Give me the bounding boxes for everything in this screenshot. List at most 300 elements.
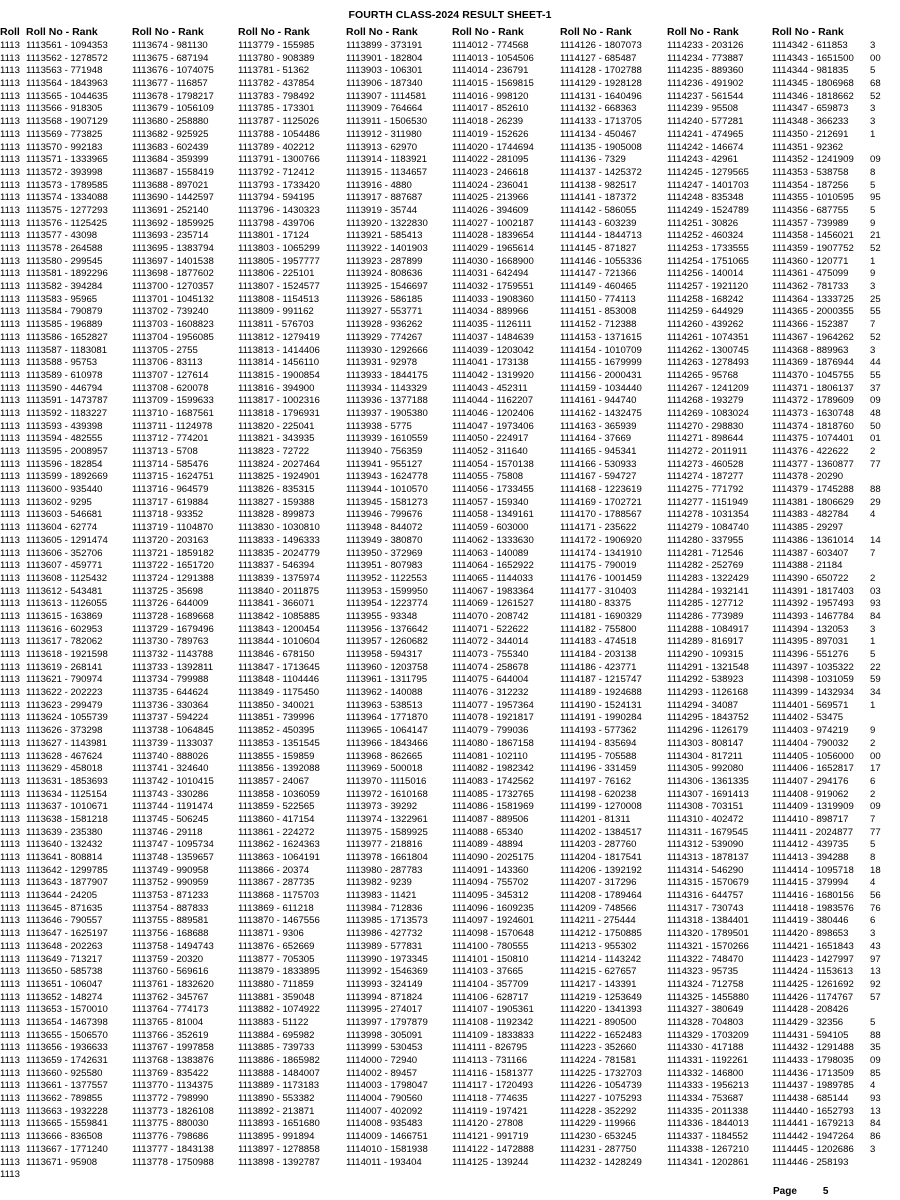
table-cell: 3 [870, 344, 876, 356]
table-cell: 4 [870, 509, 876, 521]
table-cell: 1114026 - 394609 [452, 204, 529, 216]
table-cell: 1114155 - 1679999 [560, 357, 642, 369]
table-cell: 1114016 - 998120 [452, 90, 529, 102]
table-cell: 1114330 - 417188 [667, 1042, 744, 1054]
table-cell: 17 [870, 763, 881, 775]
table-cell: 1113869 - 611218 [238, 902, 314, 914]
table-cell: 9 [870, 217, 876, 229]
table-cell: 1113573 - 1789585 [26, 179, 108, 191]
table-cell: 1113741 - 324640 [132, 763, 209, 775]
table-cell: 1113588 - 95753 [26, 357, 98, 369]
table-cell: 1114136 - 7329 [560, 154, 626, 166]
table-cell: 1113978 - 1661804 [346, 852, 428, 863]
table-cell: 1114131 - 1640496 [560, 90, 642, 102]
table-cell: 1114280 - 337955 [667, 534, 744, 546]
table-cell: 1114402 - 53475 [772, 712, 844, 724]
table-cell: 1114121 - 991719 [452, 1131, 529, 1143]
table-cell: 1113 [0, 534, 20, 546]
table-cell: 1114163 - 365939 [560, 420, 637, 432]
table-cell: 1113960 - 1203758 [346, 661, 428, 673]
table-cell: 1114343 - 1651500 [772, 52, 854, 64]
table-cell: 1113922 - 1401903 [346, 243, 428, 254]
table-cell: 1113736 - 330364 [132, 699, 209, 711]
table-cell: 1114207 - 317296 [560, 877, 637, 889]
table-cell: 1113602 - 9295 [26, 496, 92, 508]
column-header: Roll No - Rank [132, 26, 204, 38]
table-cell: 1113646 - 790557 [26, 915, 103, 927]
table-cell: 1113738 - 1064845 [132, 725, 214, 737]
table-cell: 1113 [0, 255, 20, 267]
table-cell: 1114348 - 366233 [772, 116, 849, 128]
table-cell: 21 [870, 230, 881, 242]
table-cell: 1114436 - 1713509 [772, 1067, 854, 1079]
table-cell: 1113931 - 92978 [346, 357, 418, 369]
table-cell: 1113 [0, 192, 20, 204]
table-cell: 7 [870, 547, 876, 559]
table-cell: 1113980 - 287783 [346, 864, 423, 876]
table-cell: 3 [870, 1143, 876, 1155]
table-cell: 1114292 - 538923 [667, 674, 744, 686]
table-cell: 1114071 - 522622 [452, 623, 529, 635]
table-cell: 1113791 - 1300766 [238, 154, 320, 166]
table-cell: 1113 [0, 344, 20, 356]
table-cell: 4 [870, 1080, 876, 1092]
table-cell: 1113749 - 990958 [132, 864, 209, 876]
table-cell: 1114063 - 140089 [452, 547, 529, 559]
table-cell: 1114404 - 790032 [772, 737, 849, 749]
table-cell: 1114223 - 352660 [560, 1042, 637, 1054]
table-cell: 1114408 - 919062 [772, 788, 849, 800]
table-cell: 1113794 - 594195 [238, 192, 315, 204]
table-cell: 1113 [0, 1143, 20, 1155]
table-cell: 1113 [0, 509, 20, 521]
table-cell: 1113 [0, 395, 20, 407]
table-cell: 1113 [0, 471, 20, 483]
table-cell: 1114118 - 774635 [452, 1093, 528, 1105]
table-cell: 1114225 - 1732703 [560, 1067, 642, 1079]
table-cell: 1113708 - 620078 [132, 382, 209, 394]
table-cell: 1113777 - 1843138 [132, 1143, 214, 1155]
table-cell: 1113881 - 359048 [238, 991, 315, 1003]
table-cell: 1113840 - 2011875 [238, 585, 320, 597]
table-cell: 1114089 - 48894 [452, 839, 524, 851]
table-cell: 1113637 - 1010671 [26, 801, 108, 813]
table-cell: 1114116 - 1581377 [452, 1067, 534, 1079]
table-cell: 1114345 - 1806968 [772, 78, 854, 90]
table-cell: 1114220 - 1341393 [560, 1004, 642, 1016]
table-cell: 1113766 - 352619 [132, 1029, 209, 1041]
table-cell: 1113718 - 93352 [132, 509, 204, 521]
table-cell: 1113 [0, 953, 20, 965]
table-cell: 1113709 - 1599633 [132, 395, 214, 407]
table-cell: 1114156 - 2000431 [560, 369, 642, 381]
table-cell: 1114312 - 539090 [667, 839, 744, 851]
table-cell: 1114308 - 703151 [667, 801, 744, 813]
table-cell: 1113776 - 798686 [132, 1131, 209, 1143]
table-cell: 1113716 - 964579 [132, 484, 209, 496]
table-cell: 1113968 - 862665 [346, 750, 423, 762]
table-cell: 1113 [0, 154, 20, 166]
table-cell: 1114101 - 150810 [452, 953, 529, 965]
table-cell: 1113 [0, 839, 20, 851]
table-cell: 2 [870, 572, 876, 584]
table-cell: 1114320 - 1789501 [667, 928, 749, 940]
table-cell: 1114410 - 898717 [772, 813, 849, 825]
page-footer [773, 1186, 854, 1197]
table-cell: 1114310 - 402472 [667, 813, 744, 825]
table-cell: 1114186 - 423771 [560, 661, 637, 673]
table-cell: 1114305 - 992080 [667, 763, 744, 775]
table-cell: 1114127 - 685487 [560, 52, 637, 64]
result-column-7 [667, 25, 749, 1169]
table-cell: 1113950 - 372969 [346, 547, 423, 559]
table-cell: 2 [870, 788, 876, 800]
table-cell: 1113781 - 51362 [238, 65, 310, 77]
table-cell: 1114315 - 1570679 [667, 877, 749, 889]
table-cell: 1114303 - 808147 [667, 737, 744, 749]
table-cell: 1114317 - 730743 [667, 902, 744, 914]
table-cell: 52 [870, 90, 881, 102]
table-cell: 44 [870, 357, 881, 369]
table-cell: 1113825 - 1924901 [238, 471, 320, 483]
table-cell: 1113762 - 345767 [132, 991, 209, 1003]
table-cell: 1113765 - 81004 [132, 1016, 204, 1028]
table-cell: 1113654 - 1467398 [26, 1016, 108, 1028]
table-cell: 1114275 - 771792 [667, 484, 744, 496]
table-cell: 1113 [0, 331, 20, 343]
table-cell: 1114360 - 120771 [772, 255, 849, 267]
table-cell: 1114033 - 1908360 [452, 293, 534, 305]
table-cell: 1113863 - 1064191 [238, 852, 320, 863]
table-cell: 1113992 - 1546369 [346, 966, 428, 978]
table-cell: 1113849 - 1175450 [238, 687, 320, 699]
table-cell: 1114428 - 208426 [772, 1004, 849, 1016]
table-cell: 1114196 - 331459 [560, 763, 637, 775]
table-cell: 09 [870, 154, 881, 166]
table-cell [870, 142, 900, 155]
table-cell: 1113574 - 1334088 [26, 192, 108, 204]
table-cell: 1113779 - 155985 [238, 40, 315, 51]
result-column-8 [772, 25, 854, 1169]
table-cell: 9 [870, 725, 876, 737]
table-cell: 2 [870, 446, 876, 457]
table-cell: 1113 [0, 978, 20, 990]
table-cell: 1113740 - 888026 [132, 750, 209, 762]
table-cell: 1114024 - 236041 [452, 179, 529, 191]
table-cell: 6 [870, 915, 876, 927]
table-cell: 1113 [0, 699, 20, 711]
table-cell: 1114019 - 152626 [452, 128, 529, 140]
table-cell: 1114153 - 1371615 [560, 331, 642, 343]
table-cell: 1113929 - 774267 [346, 331, 423, 343]
table-cell: 1113665 - 1559841 [26, 1118, 108, 1130]
table-cell: 1114263 - 1278493 [667, 357, 749, 369]
table-cell: 1113 [0, 801, 20, 813]
table-cell: 1113675 - 687194 [132, 52, 209, 64]
table-cell: 1114109 - 1833833 [452, 1029, 534, 1041]
result-column-2 [132, 25, 214, 1169]
table-cell: 1 [870, 255, 876, 267]
table-cell: 1113951 - 807983 [346, 560, 423, 572]
table-cell: 1113866 - 20374 [238, 864, 310, 876]
table-cell: 1113917 - 887687 [346, 192, 423, 204]
table-cell: 1114265 - 95768 [667, 369, 739, 381]
table-cell: 1114278 - 1031354 [667, 509, 749, 521]
table-cell: 1113787 - 1125026 [238, 116, 320, 128]
table-cell: 1113907 - 1114581 [346, 90, 427, 102]
table-cell: 1113844 - 1010604 [238, 636, 320, 648]
table-cell: 1114441 - 1679213 [772, 1118, 854, 1130]
table-cell: 1113808 - 1154513 [238, 293, 320, 305]
table-cell: 1113561 - 1094353 [26, 40, 108, 51]
table-cell: 1113606 - 352706 [26, 547, 103, 559]
table-cell: 1113930 - 1292666 [346, 344, 428, 356]
table-cell: 1113 [0, 281, 20, 293]
table-cell: 1113914 - 1183921 [346, 154, 428, 166]
table-cell: 50 [870, 420, 881, 432]
table-cell: 1113 [0, 928, 20, 940]
table-cell: 92 [870, 978, 881, 990]
table-cell: 1113877 - 705305 [238, 953, 315, 965]
table-cell: 1113985 - 1713573 [346, 915, 428, 927]
table-cell: 1114239 - 95508 [667, 103, 739, 115]
table-cell: 1113 [0, 78, 20, 90]
table-cell: 8 [870, 166, 876, 178]
column-header: Roll No - Rank [452, 26, 524, 38]
table-cell: 1113842 - 1085885 [238, 610, 320, 622]
table-cell: 1113566 - 918305 [26, 103, 103, 115]
table-cell: 1113 [0, 877, 20, 889]
table-cell: 1113848 - 1104446 [238, 674, 320, 686]
table-cell: 1114313 - 1878137 [667, 852, 749, 863]
table-cell: 1113684 - 359399 [132, 154, 209, 166]
table-cell: 1113 [0, 649, 20, 660]
table-cell: 1113780 - 908389 [238, 52, 315, 64]
table-cell: 1113939 - 1610559 [346, 433, 428, 445]
table-cell: 1113733 - 1392811 [132, 661, 214, 673]
table-cell: 1114431 - 594105 [772, 1029, 849, 1041]
stub-rows [870, 40, 900, 1157]
table-cell: 1113724 - 1291388 [132, 572, 214, 584]
table-cell: 1114057 - 159340 [452, 496, 529, 508]
table-cell: 1113882 - 1074922 [238, 1004, 320, 1016]
table-cell: 1113880 - 711859 [238, 978, 314, 990]
table-cell: 00 [870, 52, 881, 64]
table-cell: 1114358 - 1456021 [772, 230, 854, 242]
table-cell: 1114376 - 422622 [772, 446, 849, 457]
table-cell: 88 [870, 1029, 881, 1041]
table-cell: 1114245 - 1279565 [667, 166, 749, 178]
table-cell: 1113 [0, 369, 20, 381]
table-cell: 1113767 - 1997858 [132, 1042, 214, 1054]
table-cell: 1113 [0, 1093, 20, 1105]
table-cell: 1113 [0, 813, 20, 825]
table-cell: 5 [870, 649, 876, 660]
table-cell: 1113 [0, 484, 20, 496]
table-cell: 1114055 - 75808 [452, 471, 524, 483]
table-cell: 1114243 - 42961 [667, 154, 739, 166]
table-cell: 1114195 - 705588 [560, 750, 637, 762]
table-cell: 1113707 - 127614 [132, 369, 209, 381]
table-cell: 1114056 - 1733455 [452, 484, 534, 496]
table-cell: 1113994 - 871824 [346, 991, 423, 1003]
table-cell: 1113886 - 1865982 [238, 1055, 320, 1066]
table-cell: 13 [870, 966, 881, 978]
table-cell: 1114413 - 394288 [772, 852, 849, 863]
table-cell: 1113590 - 446794 [26, 382, 103, 394]
table-cell: 1113756 - 168688 [132, 928, 209, 940]
table-cell: 1113 [0, 357, 20, 369]
result-table [0, 25, 900, 1185]
table-cell: 95 [870, 192, 881, 204]
table-cell: 1113679 - 1056109 [132, 103, 214, 115]
table-cell: 1114150 - 774113 [560, 293, 636, 305]
table-cell: 1113 [0, 572, 20, 584]
table-cell: 1113564 - 1843963 [26, 78, 108, 90]
column-header-blank [870, 25, 900, 40]
table-cell: 1113856 - 1392088 [238, 763, 320, 775]
table-cell: 1114229 - 119966 [560, 1118, 636, 1130]
table-cell: 1113 [0, 1016, 20, 1028]
table-cell: 1113627 - 1143981 [26, 737, 108, 749]
table-cell: 1114293 - 1126168 [667, 687, 749, 699]
table-cell: 5 [870, 839, 876, 851]
table-cell: 1113722 - 1651720 [132, 560, 214, 572]
table-cell: 1113999 - 530453 [346, 1042, 423, 1054]
table-cell: 1114096 - 1609235 [452, 902, 534, 914]
table-cell: 1114352 - 1241909 [772, 154, 854, 166]
table-cell: 1114181 - 1690329 [560, 610, 642, 622]
table-cell: 1114171 - 235622 [560, 522, 637, 534]
table-cell: 1113 [0, 560, 20, 572]
table-cell: 1113961 - 1311795 [346, 674, 428, 686]
table-cell: 1114043 - 452311 [452, 382, 528, 394]
table-cell: 1113577 - 43098 [26, 230, 98, 242]
table-cell: 1113565 - 1044635 [26, 90, 108, 102]
table-cell: 1114174 - 1341910 [560, 547, 642, 559]
table-cell: 1114437 - 1989785 [772, 1080, 854, 1092]
table-cell: 1114077 - 1957364 [452, 699, 534, 711]
table-cell: 1114117 - 1720493 [452, 1080, 534, 1092]
table-cell: 1113 [0, 547, 20, 559]
table-cell: 1114023 - 246618 [452, 166, 529, 178]
table-cell: 1114072 - 344014 [452, 636, 529, 648]
table-cell: 1114050 - 224917 [452, 433, 529, 445]
table-cell: 1114321 - 1570266 [667, 940, 749, 952]
table-cell: 1113903 - 106301 [346, 65, 423, 77]
table-cell: 1114356 - 687755 [772, 204, 849, 216]
table-cell: 1113 [0, 966, 20, 978]
result-column-4 [346, 25, 428, 1169]
table-cell: 1114351 - 92362 [772, 141, 844, 153]
table-cell: 1114081 - 102110 [452, 750, 528, 762]
column-header: Roll No - Rank [238, 26, 310, 38]
table-cell: 1114000 - 72940 [346, 1055, 418, 1066]
table-cell: 1114338 - 1267210 [667, 1143, 749, 1155]
table-cell: 1113926 - 586185 [346, 293, 423, 305]
table-cell: 55 [870, 369, 881, 381]
table-cell: 1114377 - 1360877 [772, 458, 854, 470]
table-cell: 1113600 - 935440 [26, 484, 103, 496]
table-cell [870, 1004, 900, 1017]
table-cell: 1113 [0, 864, 20, 876]
table-cell: 1113 [0, 674, 20, 686]
table-cell: 1113721 - 1859182 [132, 547, 214, 559]
table-cell: 1114331 - 1192261 [667, 1055, 749, 1066]
table-cell: 1114337 - 1184552 [667, 1131, 749, 1143]
table-cell: 1114041 - 173138 [452, 357, 529, 369]
table-cell: 1114108 - 1192342 [452, 1016, 534, 1028]
table-cell: 1113 [0, 763, 20, 775]
table-cell: 1113703 - 1608823 [132, 319, 214, 331]
table-cell: 1113897 - 1278858 [238, 1143, 320, 1155]
table-cell: 1114065 - 1144033 [452, 572, 534, 584]
table-cell: 1114167 - 594727 [560, 471, 637, 483]
table-cell: 1113667 - 1771240 [26, 1143, 108, 1155]
table-cell: 1113860 - 417154 [238, 813, 315, 825]
table-cell: 1114044 - 1162207 [452, 395, 534, 407]
table-cell: 1113 [0, 293, 20, 305]
table-cell: 76 [870, 902, 881, 914]
table-cell: 1114421 - 1651843 [772, 940, 854, 952]
table-cell: 1113820 - 225041 [238, 420, 315, 432]
table-cell: 1114335 - 2011338 [667, 1105, 749, 1117]
table-cell: 1114142 - 586055 [560, 204, 637, 216]
table-cell: 1113911 - 1506530 [346, 116, 428, 128]
table-cell: 1113962 - 140088 [346, 687, 423, 699]
table-cell: 1114009 - 1466751 [346, 1131, 428, 1143]
table-cell: 1114221 - 890500 [560, 1016, 637, 1028]
table-cell: 1114359 - 1907752 [772, 243, 854, 254]
table-cell: 1114164 - 37669 [560, 433, 632, 445]
table-cell: 1113 [0, 1105, 20, 1117]
table-cell: 4 [870, 877, 876, 889]
table-cell: 1113656 - 1936633 [26, 1042, 108, 1054]
table-cell: 1113 [0, 268, 20, 280]
table-cell: 1114082 - 1982342 [452, 763, 534, 775]
table-cell: 1114294 - 34087 [667, 699, 739, 711]
table-cell: 1114415 - 379994 [772, 877, 849, 889]
table-cell: 77 [870, 826, 881, 838]
table-cell: 09 [870, 801, 881, 813]
table-cell: 1114346 - 1818662 [772, 90, 854, 102]
table-cell: 1113955 - 93348 [346, 610, 418, 622]
table-cell: 1114281 - 712546 [667, 547, 744, 559]
table-cell: 1113596 - 182854 [26, 458, 103, 470]
table-cell: 1113585 - 196889 [26, 319, 103, 331]
table-cell: 1113 [0, 737, 20, 749]
table-cell [870, 471, 900, 484]
table-cell: 1113 [0, 306, 20, 318]
table-cell: 1113806 - 225101 [238, 268, 315, 280]
table-cell: 1113745 - 506245 [132, 813, 209, 825]
table-cell: 1114375 - 1074401 [772, 433, 854, 445]
table-cell: 1114098 - 1570648 [452, 928, 534, 940]
table-cell: 1114159 - 1034440 [560, 382, 642, 394]
table-cell: 1113 [0, 661, 20, 673]
table-cell: 85 [870, 1067, 881, 1079]
table-cell: 1113957 - 1260682 [346, 636, 428, 648]
table-cell: 93 [870, 598, 881, 610]
table-cell: 1114035 - 1126111 [452, 319, 532, 331]
table-cell: 1113651 - 106047 [26, 978, 103, 990]
table-cell: 1114254 - 1751065 [667, 255, 749, 267]
table-cell: 1113704 - 1956085 [132, 331, 214, 343]
table-cell: 1113975 - 1589925 [346, 826, 428, 838]
table-cell: 1113851 - 739996 [238, 712, 315, 724]
table-cell: 1113812 - 1279419 [238, 331, 320, 343]
table-cell: 1113913 - 62970 [346, 141, 418, 153]
